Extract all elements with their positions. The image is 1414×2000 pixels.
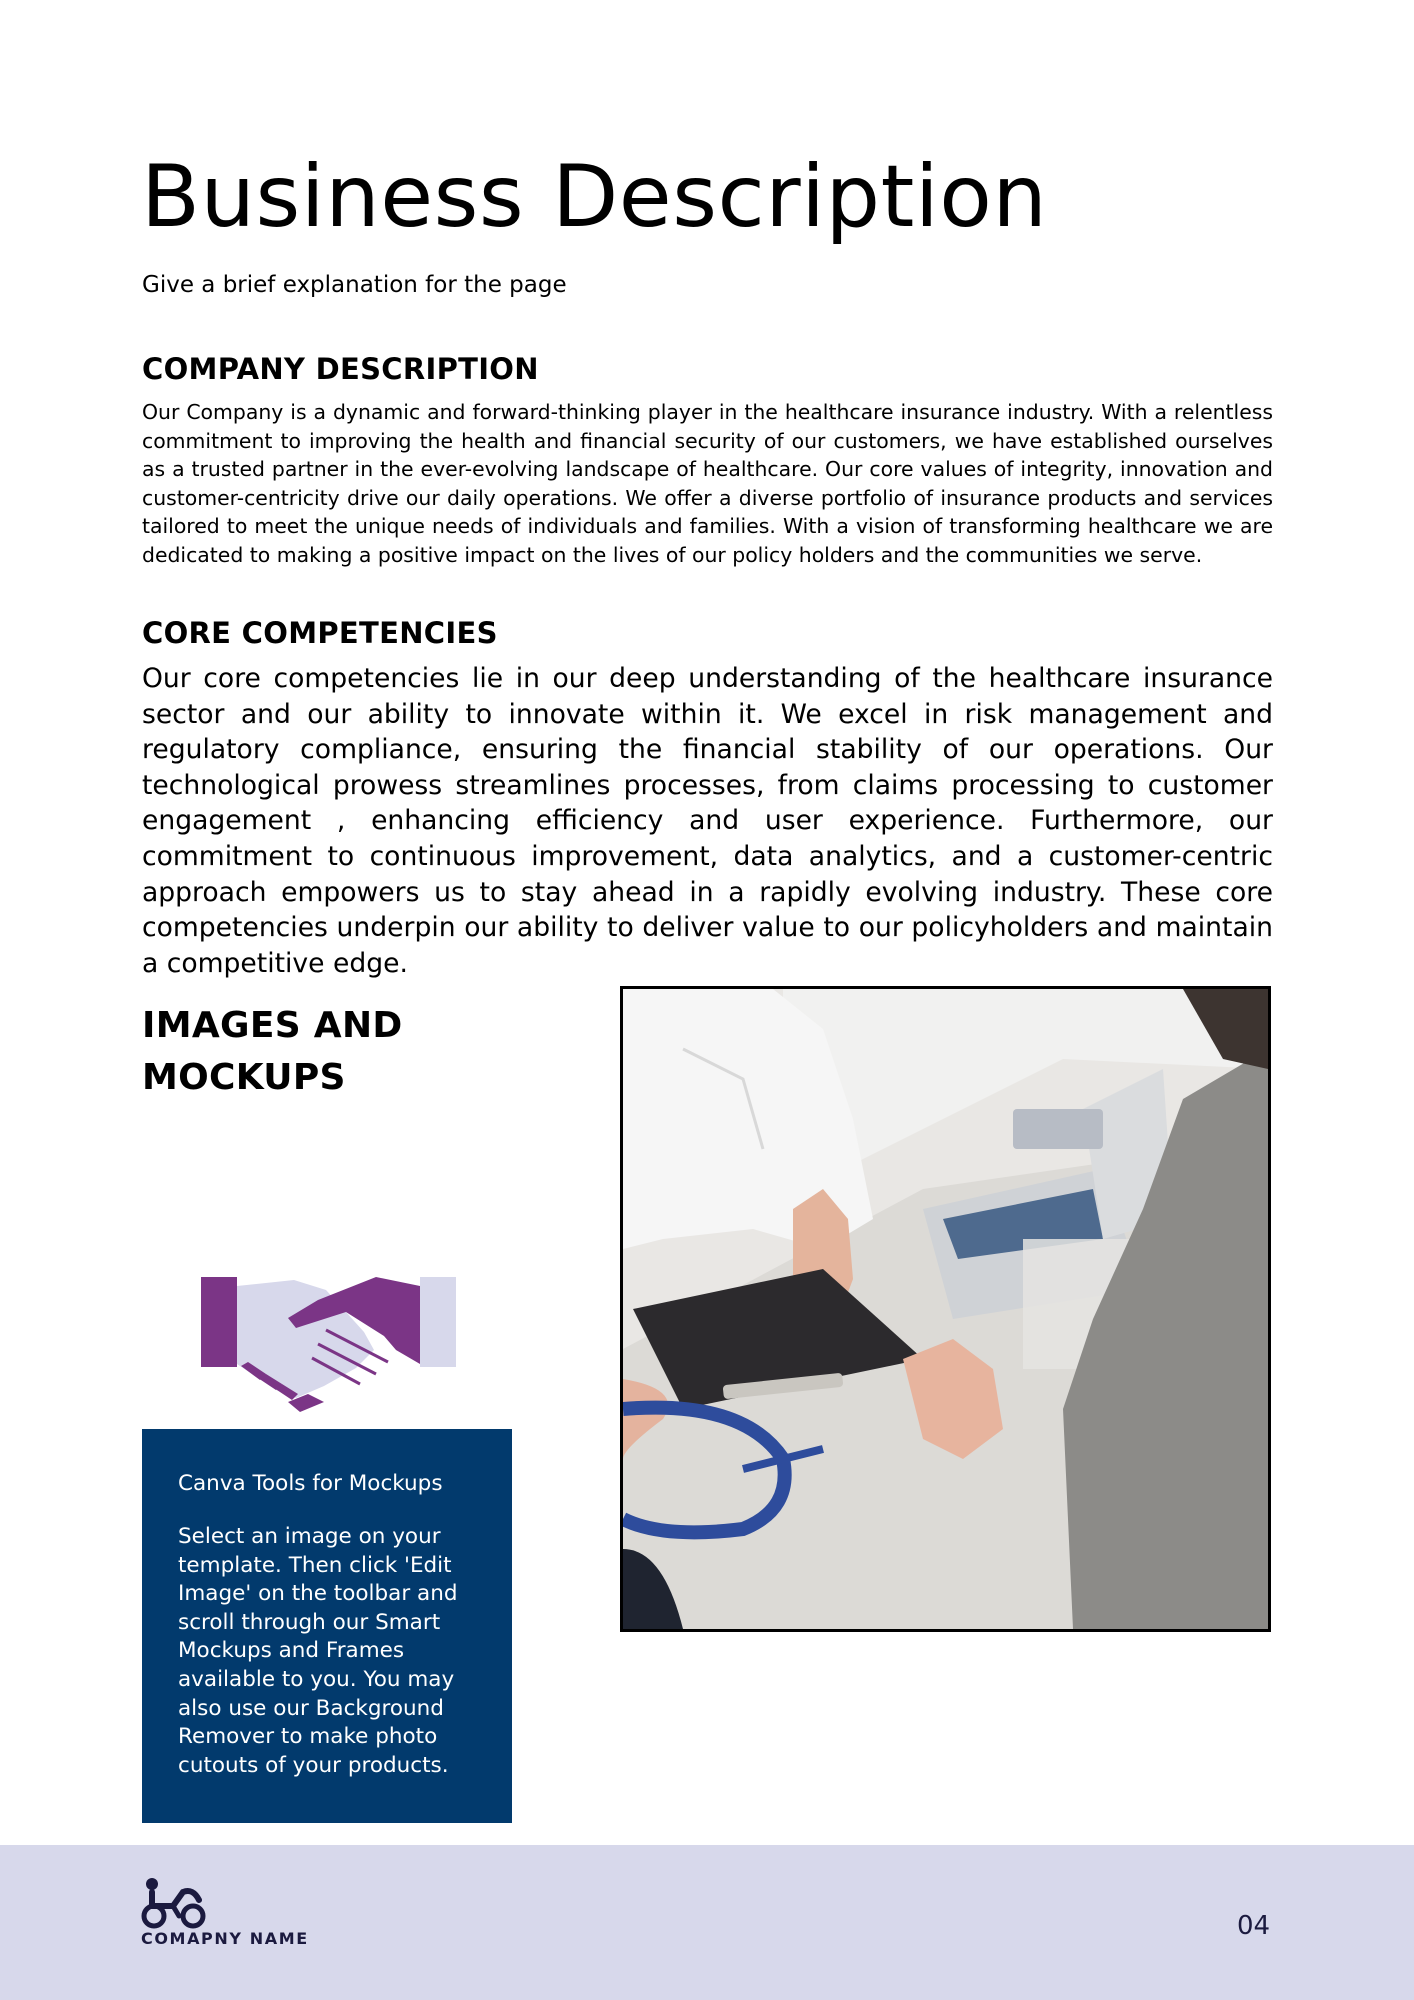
page-subtitle: Give a brief explanation for the page [142, 272, 567, 298]
page-number: 04 [1237, 1911, 1271, 1941]
tip-box-title: Canva Tools for Mockups [178, 1471, 443, 1496]
tip-box-body: Select an image on your template. Then click 'Edit Image' on the toolbar and scroll through our Smart Mockups and Frames available to you. You may also use our Background Remover to make photo cutouts of your products. [178, 1524, 458, 1778]
handshake-icon [196, 1272, 456, 1417]
core-competencies-body: Our core competencies lie in our deep understanding of the healthcare insurance sector and our ability to innovate within it. We excel in risk management and regulatory compliance, ensuring the financial stability of our operations. Our technological prowess streamlines processes, from claims processing to customer engagement , enhancing efficiency and user experience. Furthermore, our commitment to continuous improvement, data analytics, and a customer-centric approach empowers us to stay ahead in a rapidly evolving industry. These core competencies underpin our ability to deliver value to our policyholders and maintain a competitive edge. [142, 663, 1273, 979]
footer-bar [0, 1845, 1414, 2000]
images-and-mockups-heading: IMAGES AND MOCKUPS [142, 1005, 403, 1098]
doctor-patient-consultation-photo [620, 986, 1271, 1632]
core-competencies-heading: CORE COMPETENCIES [142, 616, 498, 650]
company-description-heading: COMPANY DESCRIPTION [142, 352, 539, 386]
canva-tools-tip-box [142, 1429, 512, 1823]
company-name: COMAPNY NAME [141, 1929, 309, 1948]
company-description-body: Our Company is a dynamic and forward-thinking player in the healthcare insurance industry. With a relentless commitment to improving the health and financial security of our customers, we have established ourselves as a trusted partner in the ever-evolving landscape of healthcare. Our core values of integrity, innovation and customer-centricity drive our daily operations. We offer a diverse portfolio of insurance products and services tailored to meet the unique needs of individuals and families. With a vision of transforming healthcare we are dedicated to making a positive impact on the lives of our policy holders and the communities we serve. [142, 400, 1273, 567]
page-title: Business Description [141, 147, 1048, 247]
bicycle-rider-icon [141, 1876, 209, 1930]
